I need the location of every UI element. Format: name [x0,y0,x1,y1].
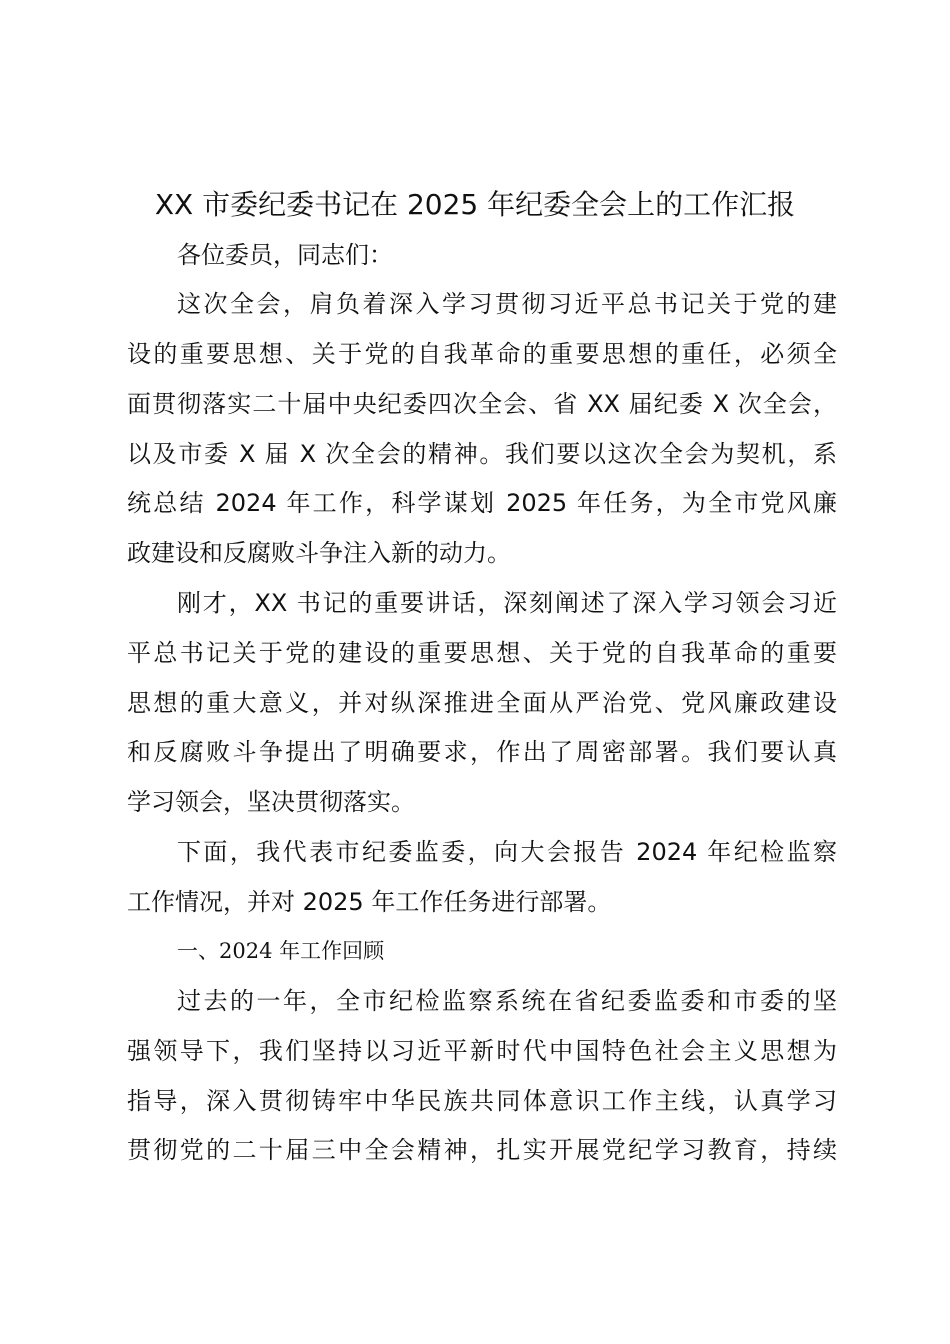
paragraph-line: 刚才，XX 书记的重要讲话，深刻阐述了深入学习领会习近 [177,589,837,617]
paragraph-line: 贯彻党的二十届三中全会精神，扎实开展党纪学习教育，持续 [127,1136,837,1164]
paragraph-line: 统总结 2024 年工作，科学谋划 2025 年任务，为全市党风廉 [127,489,837,517]
paragraph-line: 政建设和反腐败斗争注入新的动力。 [127,539,511,567]
paragraph-line: 和反腐败斗争提出了明确要求，作出了周密部署。我们要认真 [127,738,837,766]
paragraph-line: 过去的一年，全市纪检监察系统在省纪委监委和市委的坚 [177,987,837,1015]
paragraph-line: 思想的重大意义，并对纵深推进全面从严治党、党风廉政建设 [127,689,837,717]
paragraph-line: 强领导下，我们坚持以习近平新时代中国特色社会主义思想为 [127,1037,837,1065]
paragraph-line: 工作情况，并对 2025 年工作任务进行部署。 [127,888,612,916]
document-title: XX 市委纪委书记在 2025 年纪委全会上的工作汇报 [154,188,796,221]
paragraph-line: 设的重要思想、关于党的自我革命的重要思想的重任，必须全 [127,340,837,368]
salutation: 各位委员，同志们： [177,241,393,269]
paragraph-line: 指导，深入贯彻铸牢中华民族共同体意识工作主线，认真学习 [127,1087,837,1115]
paragraph-line: 下面，我代表市纪委监委，向大会报告 2024 年纪检监察 [177,838,837,866]
paragraph-line: 以及市委 X 届 X 次全会的精神。我们要以这次全会为契机，系 [127,440,837,468]
paragraph-line: 面贯彻落实二十届中央纪委四次全会、省 XX 届纪委 X 次全会， [127,390,837,418]
paragraph-line: 平总书记关于党的建设的重要思想、关于党的自我革命的重要 [127,639,837,667]
paragraph-line: 学习领会，坚决贯彻落实。 [127,788,415,816]
paragraph-line: 这次全会，肩负着深入学习贯彻习近平总书记关于党的建 [177,290,837,318]
section-heading: 一、2024 年工作回顾 [177,939,385,963]
